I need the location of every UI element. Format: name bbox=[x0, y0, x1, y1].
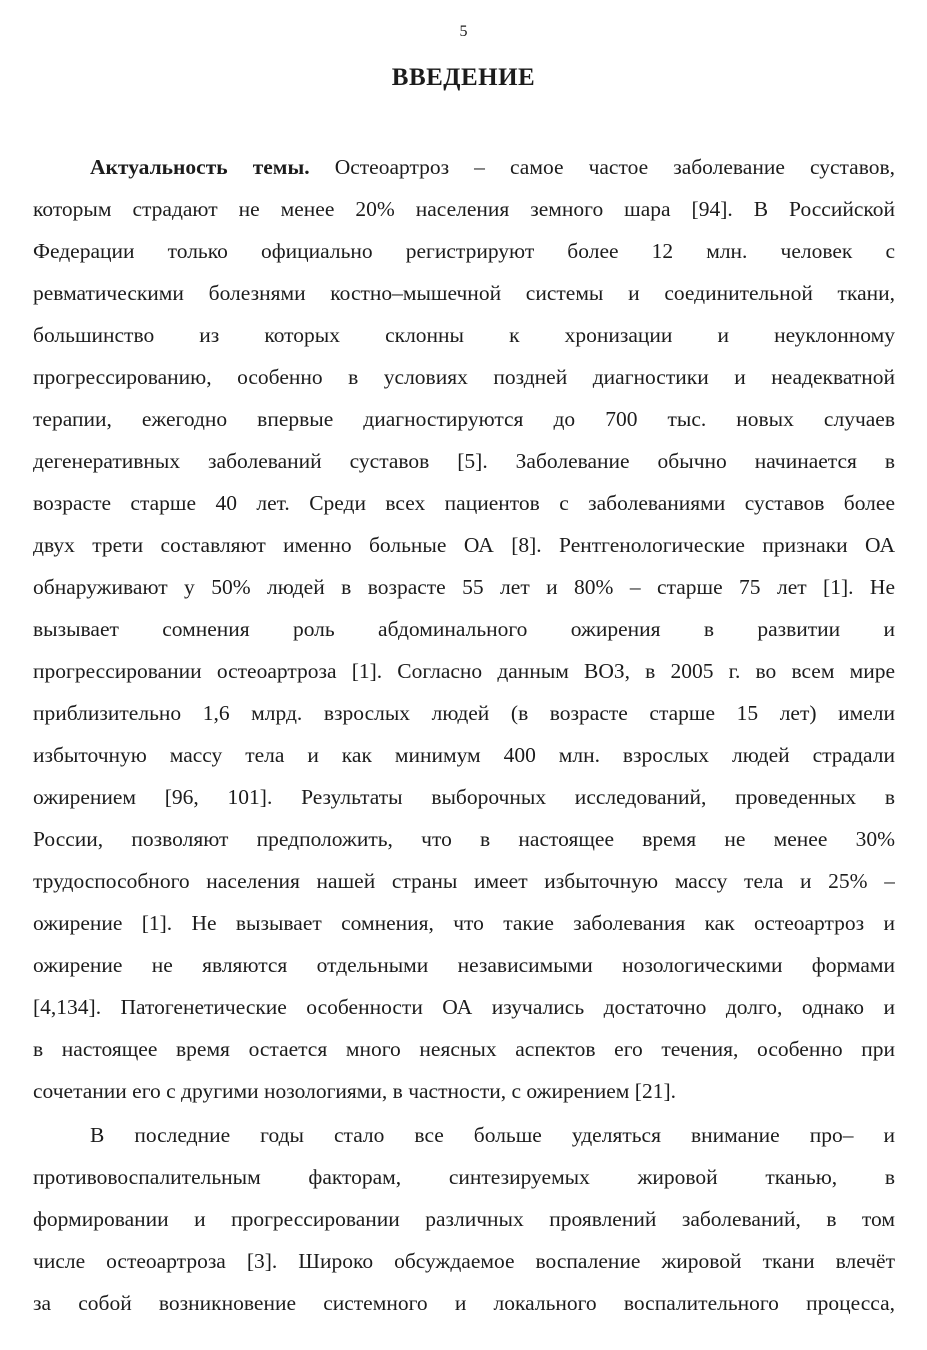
text-line-content: приблизительно 1,6 млрд. взрослых людей (в возрасте старше 15 лет) имели bbox=[33, 701, 895, 725]
text-line bbox=[33, 1162, 895, 1192]
text-line bbox=[33, 866, 895, 896]
text-line-content: формировании и прогрессировании различных проявлений заболеваний, в том bbox=[33, 1207, 895, 1231]
text-line bbox=[33, 614, 895, 644]
text-line-content: в настоящее время остается много неясных аспектов его течения, особенно при bbox=[33, 1037, 895, 1061]
text-line bbox=[33, 488, 895, 518]
text-line bbox=[33, 824, 895, 854]
text-line bbox=[33, 236, 895, 266]
text-line-content: двух трети составляют именно больные ОА [8]. Рентгенологические признаки ОА bbox=[33, 533, 895, 557]
text-line bbox=[33, 194, 895, 224]
text-line bbox=[33, 1204, 895, 1234]
page-title: ВВЕДЕНИЕ bbox=[391, 64, 536, 91]
text-line bbox=[90, 152, 895, 182]
text-line bbox=[33, 656, 895, 686]
text-line bbox=[33, 530, 895, 560]
text-line-content: Остеоартроз – самое частое заболевание суставов, bbox=[309, 155, 895, 179]
text-line-content: ревматическими болезнями костно–мышечной системы и соединительной ткани, bbox=[33, 281, 895, 305]
text-line bbox=[33, 1288, 895, 1318]
text-line-content: возрасте старше 40 лет. Среди всех пациентов с заболеваниями суставов более bbox=[33, 491, 895, 515]
text-line bbox=[33, 572, 895, 602]
text-line bbox=[33, 1246, 895, 1276]
text-line bbox=[33, 992, 895, 1022]
text-line-content: противовоспалительным факторам, синтезируемых жировой тканью, в bbox=[33, 1165, 895, 1189]
text-line bbox=[90, 1120, 895, 1150]
text-line bbox=[33, 908, 895, 938]
text-line bbox=[33, 740, 895, 770]
text-line bbox=[33, 1076, 895, 1106]
text-line bbox=[33, 362, 895, 392]
text-line-content: сочетании его с другими нозологиями, в частности, с ожирением [21]. bbox=[33, 1079, 676, 1103]
text-line bbox=[33, 320, 895, 350]
text-line bbox=[33, 950, 895, 980]
text-line bbox=[33, 278, 895, 308]
text-line-content: ожирением [96, 101]. Результаты выборочных исследований, проведенных в bbox=[33, 785, 895, 809]
text-line-content: обнаруживают у 50% людей в возрасте 55 лет и 80% – старше 75 лет [1]. Не bbox=[33, 575, 895, 599]
text-line-content: трудоспособного населения нашей страны имеет избыточную массу тела и 25% – bbox=[33, 869, 895, 893]
text-line-content: избыточную массу тела и как минимум 400 млн. взрослых людей страдали bbox=[33, 743, 895, 767]
text-line-content: ожирение не являются отдельными независимыми нозологическими формами bbox=[33, 953, 895, 977]
lead-in-bold: Актуальность темы. bbox=[90, 155, 310, 179]
text-line-content: [4,134]. Патогенетические особенности ОА изучались достаточно долго, однако и bbox=[33, 995, 895, 1019]
text-line-content: которым страдают не менее 20% населения земного шара [94]. В Российской bbox=[33, 197, 895, 221]
text-line-content: числе остеоартроза [3]. Широко обсуждаемое воспаление жировой ткани влечёт bbox=[33, 1249, 895, 1273]
text-line-content: терапии, ежегодно впервые диагностируются до 700 тыс. новых случаев bbox=[33, 407, 895, 431]
page-number: 5 bbox=[459, 23, 468, 40]
text-line bbox=[33, 782, 895, 812]
text-line-content: ожирение [1]. Не вызывает сомнения, что такие заболевания как остеоартроз и bbox=[33, 911, 895, 935]
text-line-content: большинство из которых склонны к хронизации и неуклонному bbox=[33, 323, 895, 347]
text-line-content: дегенеративных заболеваний суставов [5]. Заболевание обычно начинается в bbox=[33, 449, 895, 473]
text-line-content: за собой возникновение системного и локального воспалительного процесса, bbox=[33, 1291, 895, 1315]
text-line-content: прогрессированию, особенно в условиях поздней диагностики и неадекватной bbox=[33, 365, 895, 389]
text-line bbox=[33, 1034, 895, 1064]
text-line-content: России, позволяют предположить, что в настоящее время не менее 30% bbox=[33, 827, 895, 851]
text-line bbox=[33, 446, 895, 476]
text-line-content: вызывает сомнения роль абдоминального ожирения в развитии и bbox=[33, 617, 895, 641]
text-line bbox=[33, 404, 895, 434]
text-line-content: В последние годы стало все больше уделяться внимание про– и bbox=[90, 1123, 895, 1147]
text-line-content: Федерации только официально регистрируют более 12 млн. человек с bbox=[33, 239, 895, 263]
text-line bbox=[33, 698, 895, 728]
text-line-content: прогрессировании остеоартроза [1]. Согласно данным ВОЗ, в 2005 г. во всем мире bbox=[33, 659, 895, 683]
